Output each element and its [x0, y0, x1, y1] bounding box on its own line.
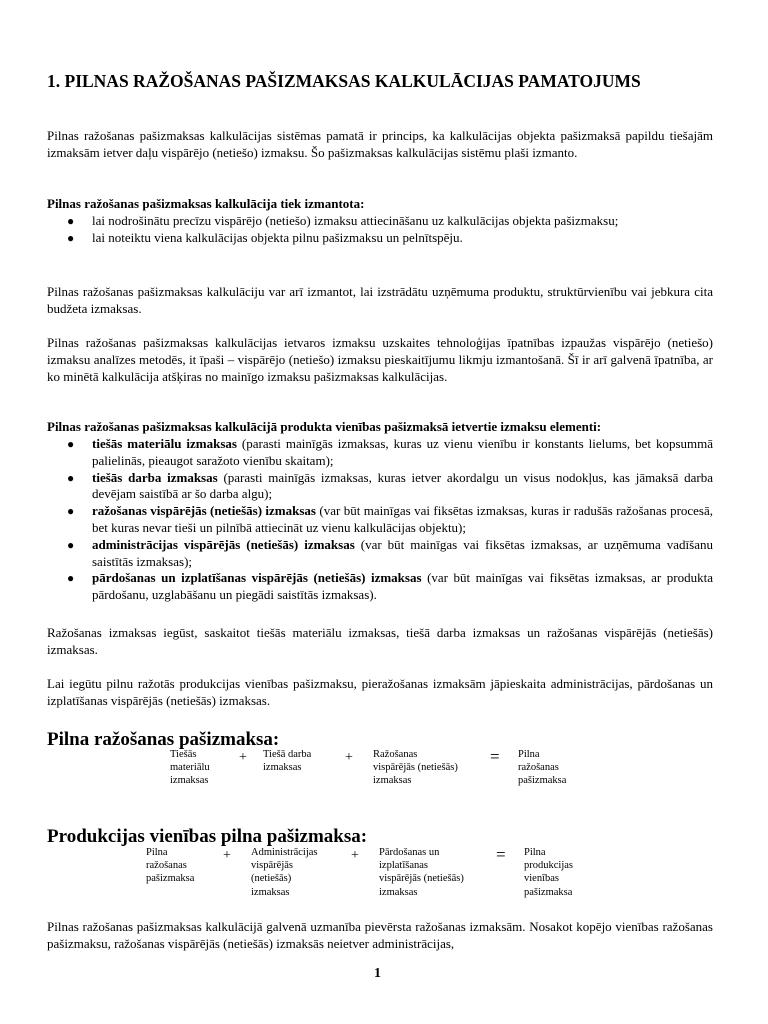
formula1-term-2: Tiešā darba izmaksas [263, 749, 312, 774]
plus-sign: + [345, 750, 353, 765]
list-item: ● lai nodrošinātu precīzu vispārējo (netiešo) izmaksu attiecināšanu uz kalkulācijas objekta pašizmaksu; [67, 213, 619, 228]
paragraph-focus: Pilnas ražošanas pašizmaksas kalkulācijā galvenā uzmanība pievērsta ražošanas izmaksām. Nosakot kopējo vienības ražošanas pašizmaksu, ražošanas vispārējās (netiešās) izmaksās neietver administrācijas, [47, 919, 713, 951]
formula1-title: Pilna ražošanas pašizmaksa: [47, 729, 280, 750]
list-item: ● ražošanas vispārējās (netiešās) izmaksas (var būt mainīgas vai fiksētas izmaksas, kuras ir radušās ražošanas procesā, bet kuras nevar tieši un pilnībā attiecināt uz vienu kalkulācijas objektu); [67, 503, 714, 535]
usage-title: Pilnas ražošanas pašizmaksas kalkulācija tiek izmantota: [47, 196, 365, 211]
formula2-result: Pilna produkcijas vienības pašizmaksa [524, 847, 573, 898]
intro-paragraph: Pilnas ražošanas pašizmaksas kalkulācijas sistēmas pamatā ir princips, ka kalkulācijas objekta pašizmaksā papildu tiešajām izmaksām ietver daļu vispārējo (netiešo) izmaksu. Šo pašizmaksas kalkulācijas sistēmu plaši izmanto. [47, 128, 713, 160]
page-number: 1 [374, 966, 381, 981]
formula2-term-3: Pārdošanas un izplatīšanas vispārējās (netiešās) izmaksas [379, 847, 464, 898]
paragraph-technology: Pilnas ražošanas pašizmaksas kalkulācijas ietvaros izmaksu uzskaites tehnoloģijas īpatnības izpaužas vispārējo (netiešo) izmaksu analīzes metodēs, it īpaši – vispārējo (netiešo) izmaksu pieskaitījumu likmju izmantošanā. Šī ir arī galvenā īpatnība, ar ko minētā kalkulācija atšķiras no mainīgo izmaksu pašizmaksas kalkulācijas. [47, 335, 713, 384]
bullet-icon: ● [67, 214, 75, 228]
formula2-title: Produkcijas vienības pilna pašizmaksa: [47, 826, 368, 847]
formula1-result: Pilna ražošanas pašizmaksa [518, 749, 567, 787]
list-item: ● administrācijas vispārējās (netiešās) izmaksas (var būt mainīgas vai fiksētas izmaksas, ar uzņēmuma vadīšanu saistītās izmaksas); [67, 536, 713, 569]
formula2-term-2: Administrācijas vispārējās (netiešās) izmaksas [251, 847, 318, 898]
usage-list [47, 213, 713, 247]
equals-sign: = [496, 845, 506, 864]
section-heading: 1. PILNAS RAŽOŠANAS PAŠIZMAKSAS KALKULĀCIJAS PAMATOJUMS [47, 71, 641, 91]
formula1-term-3: Ražošanas vispārējās (netiešās) izmaksas [373, 749, 458, 787]
bullet-icon: ● [67, 571, 75, 586]
bullet-icon: ● [67, 537, 75, 552]
bullet-icon: ● [67, 504, 75, 519]
formula2-term-1: Pilna ražošanas pašizmaksa [146, 847, 195, 885]
list-item: ● tiešās materiālu izmaksas (parasti mainīgās izmaksas, kuras uz vienu vienību ir konstants lielums, bet kopsummā palielinās, pieaugot saražoto vienību skaitam); [67, 436, 713, 468]
plus-sign: + [223, 848, 231, 863]
bullet-icon: ● [67, 437, 75, 451]
paragraph-budget: Pilnas ražošanas pašizmaksas kalkulāciju var arī izmantot, lai izstrādātu uzņēmuma produktu, struktūrvienību vai jebkura cita budžeta izmaksas. [47, 284, 713, 316]
paragraph-production-costs: Ražošanas izmaksas iegūst, saskaitot tiešās materiālu izmaksas, tiešā darba izmaksas un ražošanas vispārējās (netiešās) izmaksas. [47, 625, 713, 657]
list-item: ● lai noteiktu viena kalkulācijas objekta pilnu pašizmaksu un pelnītspēju. [67, 229, 463, 245]
cost-elements-list [47, 436, 713, 604]
plus-sign: + [239, 750, 247, 765]
bullet-icon: ● [67, 470, 75, 485]
list-item: ● tiešās darba izmaksas (parasti mainīgās izmaksas, kuras ietver akordalgu un visus nodokļus, kas jāmaksā darba devējam saistībā ar šo darba algu); [67, 469, 713, 502]
elements-title: Pilnas ražošanas pašizmaksas kalkulācijā produkta vienības pašizmaksā ietvertie izmaksu elementi: [47, 419, 602, 434]
plus-sign: + [351, 848, 359, 863]
paragraph-full-cost: Lai iegūtu pilnu ražotās produkcijas vienības pašizmaksu, pieražošanas izmaksām jāpieskaita administrācijas, pārdošanas un izplatīšanas vispārējās (netiešās) izmaksas. [47, 676, 713, 708]
formula1-term-1: Tiešās materiālu izmaksas [170, 749, 210, 787]
bullet-icon: ● [67, 230, 75, 245]
equals-sign: = [490, 747, 500, 766]
list-item: ● pārdošanas un izplatīšanas vispārējās (netiešās) izmaksas (var būt mainīgas vai fiksētas izmaksas, ar produkta pārdošanu, uzglabāšanu un piegādi saistītās izmaksas). [67, 570, 713, 603]
